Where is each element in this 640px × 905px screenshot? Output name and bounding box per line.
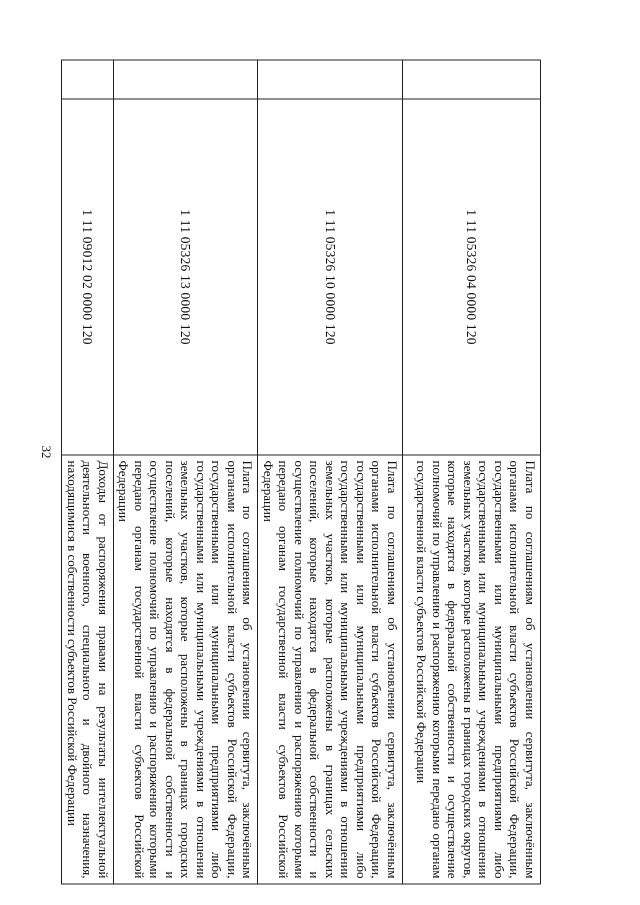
empty-cell	[114, 60, 259, 99]
table-row	[62, 60, 114, 884]
revenue-codes-table	[62, 60, 542, 885]
table-row	[403, 60, 541, 884]
table-row	[114, 60, 259, 884]
empty-cell	[62, 60, 114, 99]
empty-cell	[258, 60, 403, 99]
revenue-name: Плата по соглашениям об установлении сервитута, заключённым органами исполнительной власти субъектов Российской Федерации, государственными или муниципальными предприятиями либо государственными или муниципальными учреждениями в отношении земельных участков, которые расположены в границах городских поселений, которые находятся в федеральной собственности и осуществление полномочий по управлению и распоряжению которыми передано органам государственной власти субъектов Российской Федерации	[114, 455, 259, 884]
revenue-name: Доходы от распоряжения правами на результаты интеллектуальной деятельности военного, специального и двойного назначения, находящимися в собственности субъектов Российской Федерации	[62, 455, 114, 884]
revenue-code: 1 11 09012 02 0000 120	[62, 99, 114, 455]
revenue-code: 1 11 05326 04 0000 120	[403, 99, 541, 455]
rotated-table-frame	[65, 60, 541, 885]
revenue-code: 1 11 05326 10 0000 120	[258, 99, 403, 455]
revenue-code: 1 11 05326 13 0000 120	[114, 99, 259, 455]
page-number: 32	[39, 445, 54, 459]
revenue-name: Плата по соглашениям об установлении сервитута, заключённым органами исполнительной власти субъектов Российской Федерации, государственными или муниципальными предприятиями либо государственными или муниципальными учреждениями в отношении земельных участков, которые расположены в границах городских округов, которые находятся в федеральной собственности и осуществление полномочий по управлению и распоряжению которыми передано органам государственной власти субъектов Российской Федерации	[403, 455, 541, 884]
table-row	[258, 60, 403, 884]
revenue-name: Плата по соглашениям об установлении сервитута, заключённым органами исполнительной власти субъектов Российской Федерации, государственными или муниципальными предприятиями либо государственными или муниципальными учреждениями в отношении земельных участков, которые расположены в границах сельских поселений, которые находятся в федеральной собственности и осуществление полномочий по управлению и распоряжению которыми передано органам государственной власти субъектов Российской Федерации	[258, 455, 403, 884]
empty-cell	[403, 60, 541, 99]
